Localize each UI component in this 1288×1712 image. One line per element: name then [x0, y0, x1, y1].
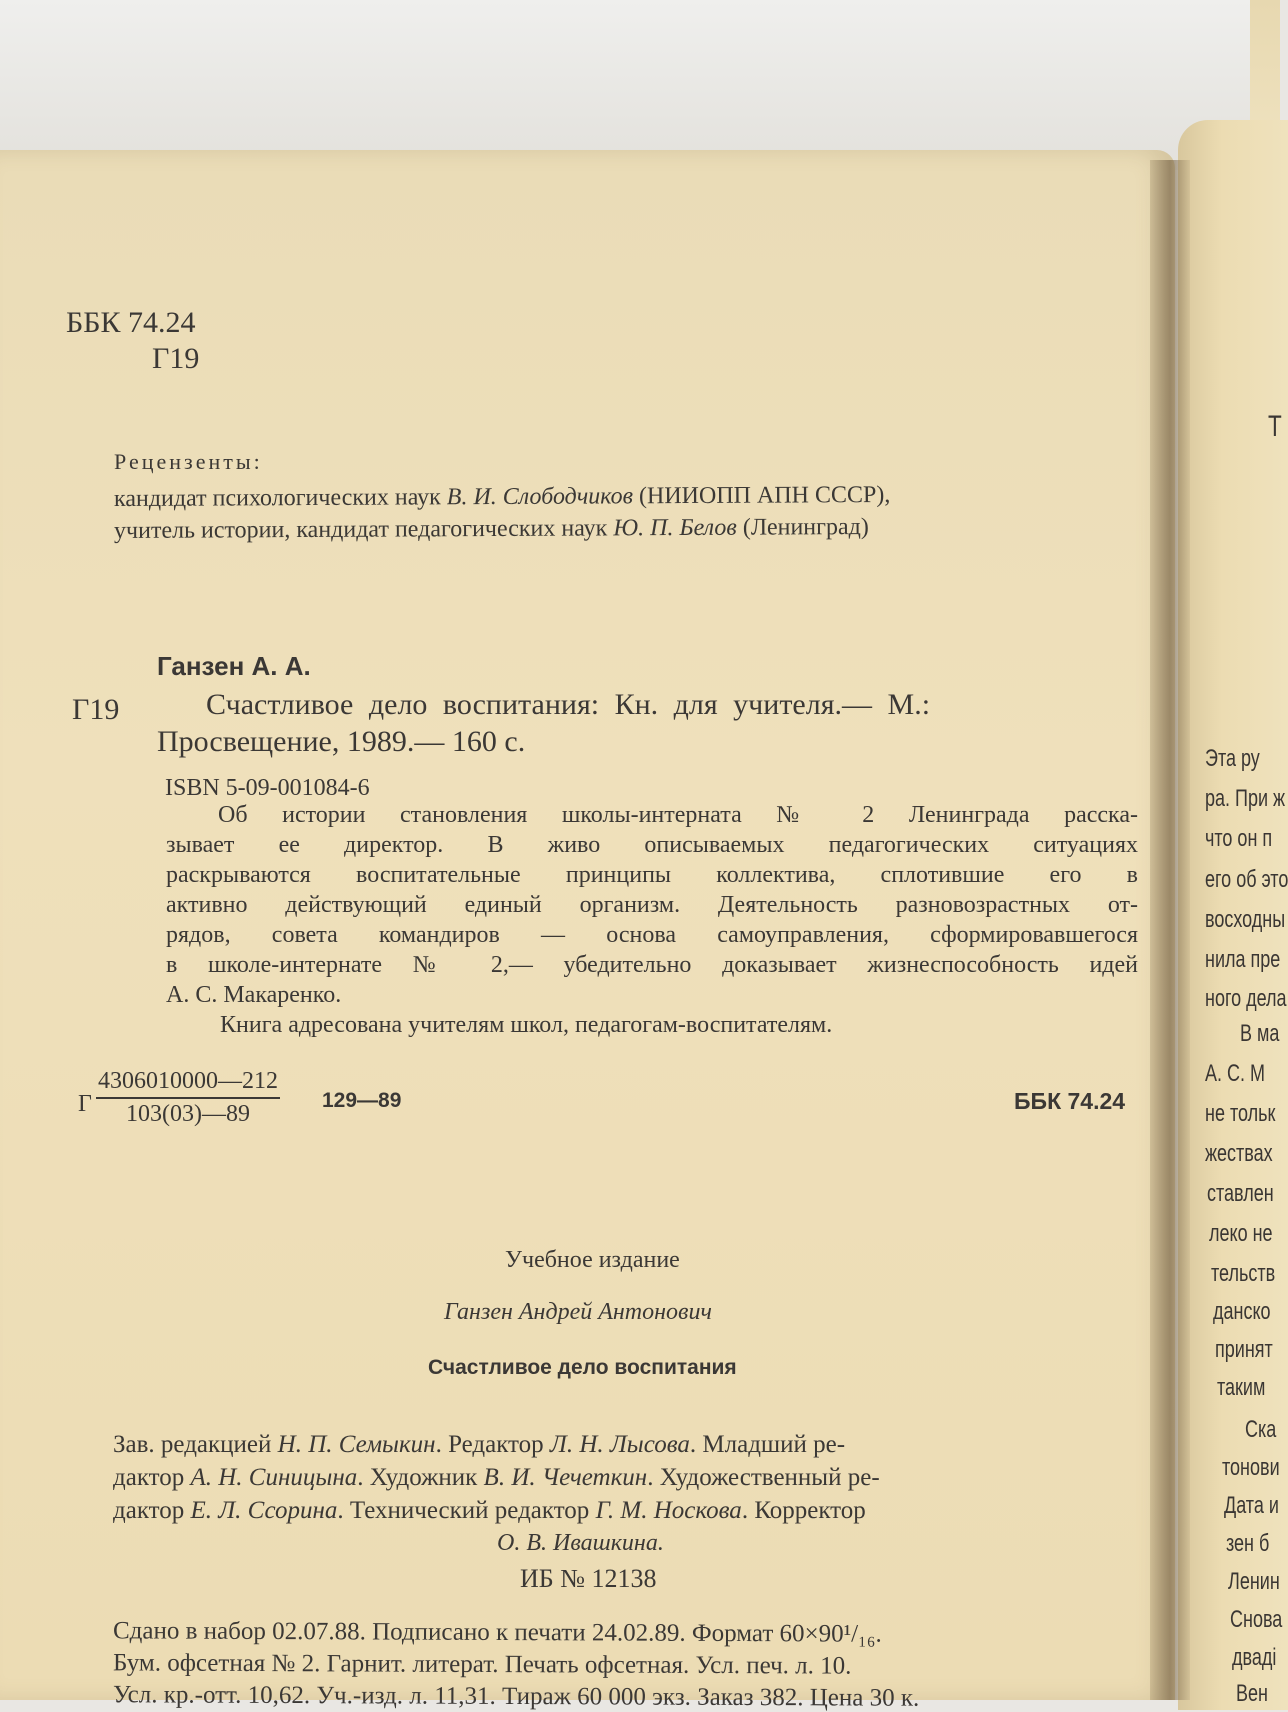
right-page-fragment: Дата и: [1224, 1492, 1279, 1519]
right-page-fragment: ного дела: [1205, 985, 1287, 1012]
credit-role: Зав. редакцией: [113, 1431, 278, 1458]
right-page-fragment: таким: [1217, 1374, 1266, 1401]
annotation-line: А. С. Макаренко.: [166, 982, 342, 1008]
bibliographic-line-1: Счастливое дело воспитания: Кн. для учителя.— М.:: [206, 688, 931, 721]
right-page-fragment: зен б: [1226, 1530, 1270, 1557]
right-page-fragment: жествах: [1205, 1140, 1273, 1167]
right-page-fragment: тельств: [1211, 1260, 1276, 1287]
right-page-fragment: ставлен: [1207, 1180, 1274, 1207]
annotation-line: зывает ее директор. В живо описываемых педагогических ситуациях: [166, 832, 1138, 858]
annotation-line: рядов, совета командиров — основа самоуправления, сформировавшегося: [166, 922, 1138, 948]
credits-line: [113, 1465, 880, 1490]
right-page-fragment: ра. При ж: [1205, 785, 1286, 812]
imprint-line: Усл. кр.-отт. 10,62. Уч.-изд. л. 11,31. Тираж 60 000 экз. Заказ 382. Цена 30 к.: [112, 1681, 920, 1712]
background: [0, 0, 1280, 170]
credit-role: дактор: [113, 1497, 191, 1524]
isbn: ISBN 5-09-001084-6: [165, 775, 370, 801]
credits-line: [113, 1432, 845, 1457]
reviewer-1-affiliation: (НИИОПП АПН СССР),: [638, 481, 891, 510]
edition-type: Учебное издание: [505, 1247, 680, 1273]
index-suffix: 129—89: [322, 1089, 402, 1112]
audience-note: Книга адресована учителям школ, педагогам-воспитателям.: [220, 1012, 833, 1038]
credit-role: . Технический редактор: [337, 1497, 596, 1524]
right-page-fragment: не тольк: [1205, 1100, 1276, 1127]
imprint-line: Сдано в набор 02.07.88. Подписано к печати 24.02.89. Формат 60×90¹/₁₆.: [112, 1617, 882, 1648]
reviewers-label: Рецензенты:: [114, 449, 263, 474]
annotation-line: раскрываются воспитательные принципы коллектива, сплотившие его в: [166, 862, 1138, 888]
ib-number: ИБ № 12138: [520, 1564, 657, 1593]
credit-role: дактор: [113, 1464, 191, 1491]
reviewer-2-prefix: учитель истории, кандидат педагогических наук: [113, 515, 608, 544]
credit-person-name: Н. П. Семыкин: [277, 1431, 436, 1458]
reviewer-2-location: (Ленинград): [742, 514, 869, 541]
index-letter: Г: [78, 1091, 92, 1117]
reviewer-2-name: Ю. П. Белов: [613, 514, 737, 542]
right-page-fragment: данско: [1213, 1298, 1271, 1325]
credit-person-name: В. И. Чечеткин: [483, 1464, 648, 1491]
right-page-fragment: А. С. М: [1205, 1060, 1266, 1087]
right-page-fragment: восходны: [1205, 906, 1286, 933]
credit-role: . Художественный ре-: [647, 1464, 880, 1491]
credits-line: [113, 1498, 866, 1523]
right-page-fragment: Снова: [1230, 1606, 1283, 1633]
annotation-line: активно действующий единый организм. Деятельность разновозрастных от-: [166, 892, 1138, 918]
credit-role: . Корректор: [741, 1497, 866, 1524]
right-page-fragment: Ска: [1245, 1416, 1277, 1443]
credit-person-name: Е. Л. Ссорина: [190, 1497, 338, 1524]
index-numerator: 4306010000—212: [96, 1068, 280, 1099]
right-page-fragment: Т: [1268, 410, 1282, 443]
author-heading: Ганзен А. А.: [157, 651, 311, 681]
right-page-fragment: В ма: [1240, 1020, 1280, 1047]
author-code-left: Г19: [72, 693, 120, 726]
bibliographic-line-2: Просвещение, 1989.— 160 с.: [157, 725, 526, 758]
right-page-fragment: принят: [1215, 1336, 1273, 1363]
right-page-fragment: Ленин: [1228, 1568, 1280, 1595]
right-page-fragment: дваді: [1232, 1644, 1277, 1671]
bbk-code-top: ББК 74.24: [66, 306, 196, 339]
index-fraction: [96, 1068, 280, 1128]
right-page-fragment: что он п: [1205, 825, 1273, 852]
reviewer-1-prefix: кандидат психологических наук: [113, 484, 441, 513]
imprint-line: Бум. офсетная № 2. Гарнит. литерат. Печать офсетная. Усл. печ. л. 10.: [112, 1649, 852, 1680]
annotation-line: Об истории становления школы-интерната № 2 Ленинграда расска-: [218, 802, 1138, 828]
credit-role: . Редактор: [435, 1431, 550, 1458]
right-page-fragment: леко не: [1209, 1220, 1273, 1247]
credit-person-name: Г. М. Носкова: [595, 1497, 742, 1524]
bbk-code-bottom: ББК 74.24: [1014, 1088, 1126, 1114]
credit-person-name: Л. Н. Лысова: [549, 1431, 690, 1458]
index-denominator: 103(03)—89: [126, 1101, 250, 1127]
credit-person-name: А. Н. Синицына: [190, 1464, 358, 1491]
right-page-fragment: тонови: [1222, 1454, 1280, 1481]
annotation-line: в школе-интернате № 2,— убедительно доказывает жизнеспособность идей: [166, 952, 1138, 978]
credit-role: . Младший ре-: [689, 1431, 846, 1458]
right-page-fragment: его об это: [1205, 866, 1288, 893]
book-title: Счастливое дело воспитания: [428, 1356, 737, 1379]
reviewer-2: [114, 515, 869, 543]
right-page-fragment: нила пре: [1205, 946, 1281, 973]
reviewer-1-name: В. И. Слободчиков: [446, 483, 634, 511]
author-code-top: Г19: [152, 342, 200, 375]
right-page-fragment: Эта ру: [1205, 745, 1260, 772]
corrector-name: О. В. Ивашкина.: [497, 1530, 664, 1556]
right-page-fragment: Вен: [1236, 1680, 1268, 1707]
full-author-name: Ганзен Андрей Антонович: [444, 1299, 712, 1325]
credit-role: . Художник: [357, 1464, 484, 1491]
book-gutter: [1150, 160, 1190, 1700]
reviewer-1: [114, 483, 890, 511]
